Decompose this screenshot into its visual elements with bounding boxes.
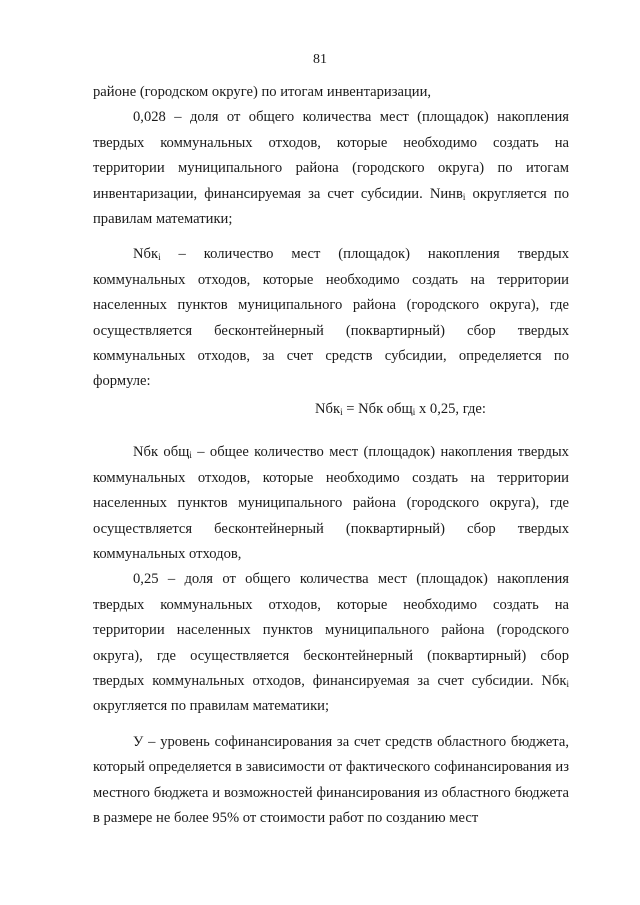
subscript-index: i (566, 678, 569, 689)
paragraph-nbk-definition (93, 242, 569, 394)
variable-name: Nбк общ (133, 444, 190, 461)
paragraph-text: У – уровень софинансирования за счет средств областного бюджета, который определяется в зависимости от фактического софинансирования из местного бюджета и возможностей финансирования из областного бюджета в размере не более 95% от стоимости работ по созданию мест (93, 733, 569, 826)
subscript-index: i (158, 252, 161, 263)
variable-name: Nбк (133, 246, 159, 263)
formula-block (93, 397, 569, 422)
paragraph-text: районе (городском округе) по итогам инвентаризации, (93, 84, 432, 100)
subscript-index: i (462, 191, 466, 202)
paragraph-text: 0,25 – доля от общего количества мест (площадок) накопления твердых коммунальных отходов, которые необходимо создать на территории населенных пунктов муниципального района (городского округа), где осуществляется бесконтейнерный (поквартирный) сбор твердых коммунальных отходов, финансируемая за счет субсидии. Nбк (93, 571, 569, 689)
formula-line (93, 397, 569, 422)
paragraph-text: – общее количество мест (площадок) накопления твердых коммунальных отходов, которые необходимо создать на территории населенных пунктов муниципального района (городского округа), где осуществляется бесконтейнерный (поквартирный) сбор твердых коммунальных отходов, (93, 444, 569, 562)
paragraph-text: 0,028 – доля от общего количества мест (площадок) накопления твердых коммунальных отходов, которые необходимо создать на территории муниципального района (городского округа) по итогам инвентаризации, финансируемая за счет субсидии. Nинв (93, 109, 569, 202)
formula-middle: = Nбк общ (342, 400, 413, 417)
paragraph-tail: округляется по правилам математики; (93, 698, 330, 715)
document-body (93, 80, 569, 831)
paragraph-coefficient-0028 (93, 105, 569, 232)
paragraph-coefficient-025 (93, 567, 569, 719)
formula-left: Nбк (315, 400, 341, 417)
formula-right: х 0,25, где: (415, 400, 486, 417)
page-number: 81 (313, 52, 327, 67)
paragraph-nbk-total-definition (93, 440, 569, 567)
subscript-index: i (412, 406, 416, 417)
subscript-index: i (189, 450, 192, 461)
subscript-index: i (340, 406, 343, 417)
paragraph-text: – количество мест (площадок) накопления твердых коммунальных отходов, которые необходимо создать на территории населенных пунктов муниципального района (городского округа), где осуществляется бесконтейнерный (поквартирный) сбор твердых коммунальных отходов, за счет средств субсидии, определяется по формуле: (93, 246, 569, 390)
paragraph-cofinancing-level (93, 730, 569, 832)
paragraph-tail: округляется по правилам математики; (93, 185, 569, 228)
paragraph-continuation (93, 80, 569, 105)
